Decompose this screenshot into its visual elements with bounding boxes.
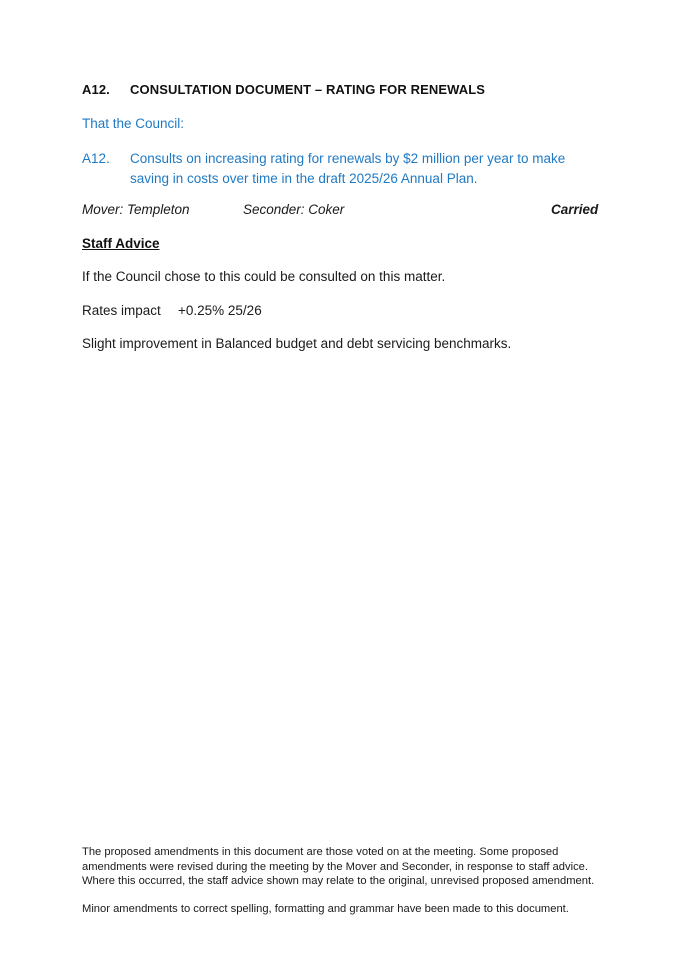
section-title: CONSULTATION DOCUMENT – RATING FOR RENEWALS [130,82,486,97]
benchmarks-note: Slight improvement in Balanced budget and debt servicing benchmarks. [82,336,512,351]
seconder: Seconder: Coker [243,202,345,217]
section-number: A12. [82,82,110,97]
rates-impact-label: Rates impact [82,303,161,318]
motion-resolution [82,149,602,188]
motion-intro: That the Council: [82,116,185,131]
resolution-number: A12. [82,151,110,166]
rates-impact [82,303,262,318]
footer-note-amendments: The proposed amendments in this document are those voted on at the meeting. Some proposed amendments were revised during the meeting by the Mover and Seconder, in response to staff advice. Where this occurred, the staff advice shown may relate to the original, unrevised proposed amendment. [82,846,595,887]
vote-result: Carried [551,202,599,217]
footer-note-minor-edits: Minor amendments to correct spelling, formatting and grammar have been made to this document. [82,903,569,915]
rates-impact-value: +0.25% 25/26 [178,303,262,318]
staff-advice-paragraph: If the Council chose to this could be consulted on this matter. [82,269,446,284]
section-heading [82,82,485,97]
resolution-text: Consults on increasing rating for renewals by $2 million per year to make saving in costs over time in the draft 2025/26 Annual Plan. [130,151,566,186]
staff-advice-title: Staff Advice [82,236,160,251]
mover: Mover: Templeton [82,202,190,217]
